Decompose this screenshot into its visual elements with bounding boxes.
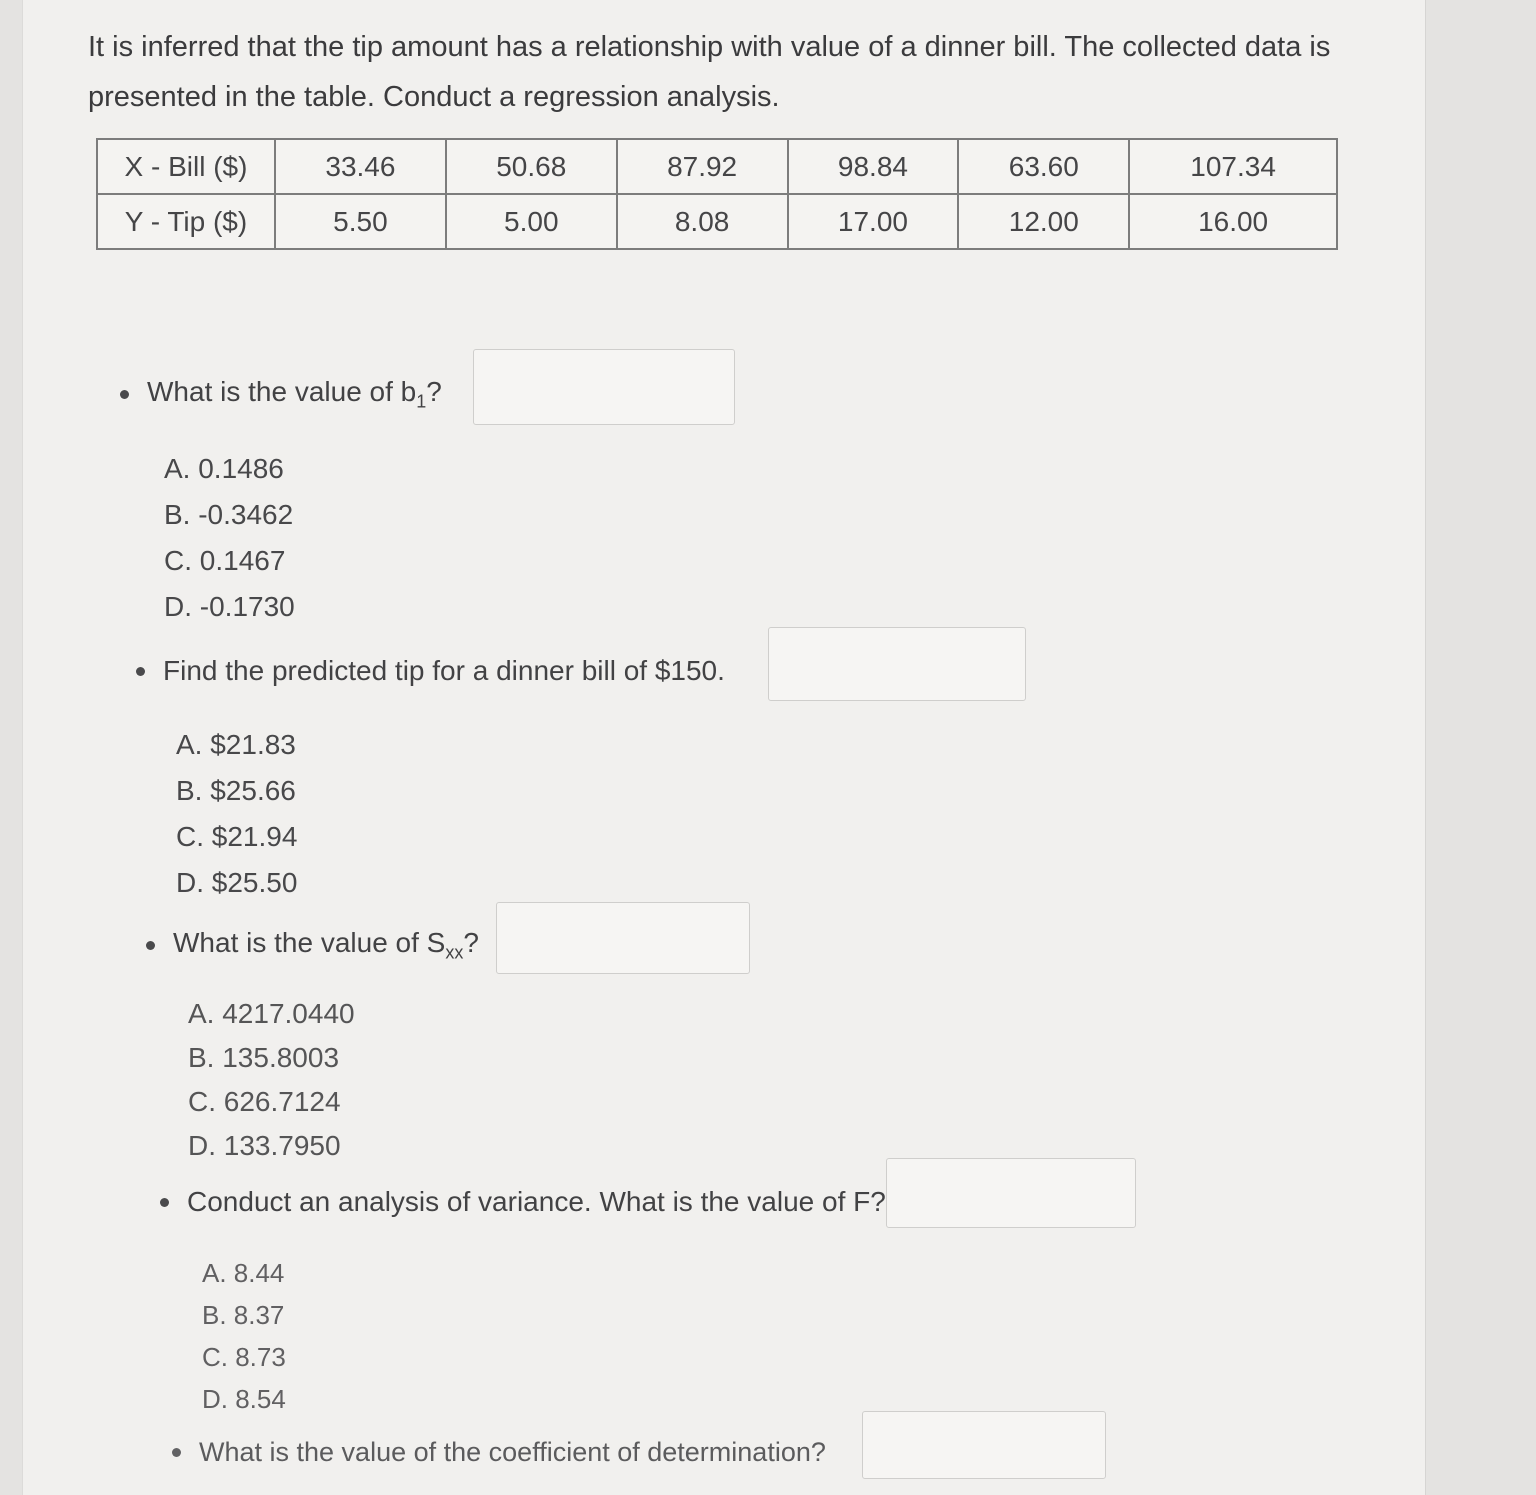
answer-input-predicted-tip[interactable] [768,627,1026,701]
option-a: A. 8.44 [202,1258,285,1288]
option-a: A. 0.1486 [164,453,284,484]
problem-statement: It is inferred that the tip amount has a relationship with value of a dinner bill. The collected data is presented in the table. Conduct a regression analysis. [88,31,1331,113]
table-cell: 33.46 [275,139,446,194]
bullet-icon [136,667,145,676]
option-c: C. 0.1467 [164,545,286,576]
question-prompt: What is the value of $S_{xx}$? [173,927,479,963]
option-c: C. 626.7124 [188,1086,341,1117]
row-header-y: Y - Tip ($) [97,194,275,249]
question-predicted-tip [136,655,725,687]
table-cell: 17.00 [788,194,959,249]
table-cell: 8.08 [617,194,788,249]
row-header-x: X - Bill ($) [97,139,275,194]
bullet-icon [172,1448,181,1457]
question-prompt: Find the predicted tip for a dinner bill of $150. [163,655,725,686]
options-sxx [188,992,355,1168]
table-cell: 87.92 [617,139,788,194]
bullet-icon [146,941,155,950]
bullet-icon [160,1198,169,1207]
table-cell: 12.00 [958,194,1129,249]
question-sxx [146,927,479,964]
option-d: D. 8.54 [202,1384,286,1414]
question-prompt: Conduct an analysis of variance. What is the value of F? [187,1186,886,1217]
question-prompt: What is the value of $b_1$? [147,376,442,412]
option-b: B. -0.3462 [164,499,294,530]
option-a: A. 4217.0440 [188,998,355,1029]
option-b: B. 135.8003 [188,1042,340,1073]
question-anova-f [160,1186,886,1218]
option-d: D. -0.1730 [164,591,295,622]
answer-input-b1[interactable] [473,349,735,425]
table-cell: 50.68 [446,139,617,194]
options-b1 [164,446,295,630]
option-d: D. 133.7950 [188,1130,341,1161]
option-c: C. 8.73 [202,1342,286,1372]
data-table [96,138,1338,250]
option-c: C. $21.94 [176,821,298,852]
table-row [97,139,1337,194]
table-row [97,194,1337,249]
question-b1 [120,376,442,413]
question-coefficient-determination [172,1437,826,1468]
table-cell: 16.00 [1129,194,1337,249]
bullet-icon [120,390,129,399]
option-b: B. $25.66 [176,775,296,806]
answer-input-sxx[interactable] [496,902,750,974]
answer-input-anova-f[interactable] [886,1158,1136,1228]
option-b: B. 8.37 [202,1300,285,1330]
table-cell: 5.00 [446,194,617,249]
answer-input-coefficient-determination[interactable] [862,1411,1106,1479]
options-anova-f [202,1252,286,1420]
table-cell: 63.60 [958,139,1129,194]
table-cell: 107.34 [1129,139,1337,194]
question-prompt: What is the value of the coefficient of determination? [199,1437,826,1467]
option-a: A. $21.83 [176,729,296,760]
table-cell: 98.84 [788,139,959,194]
table-cell: 5.50 [275,194,446,249]
option-d: D. $25.50 [176,867,298,898]
options-predicted-tip [176,722,297,906]
